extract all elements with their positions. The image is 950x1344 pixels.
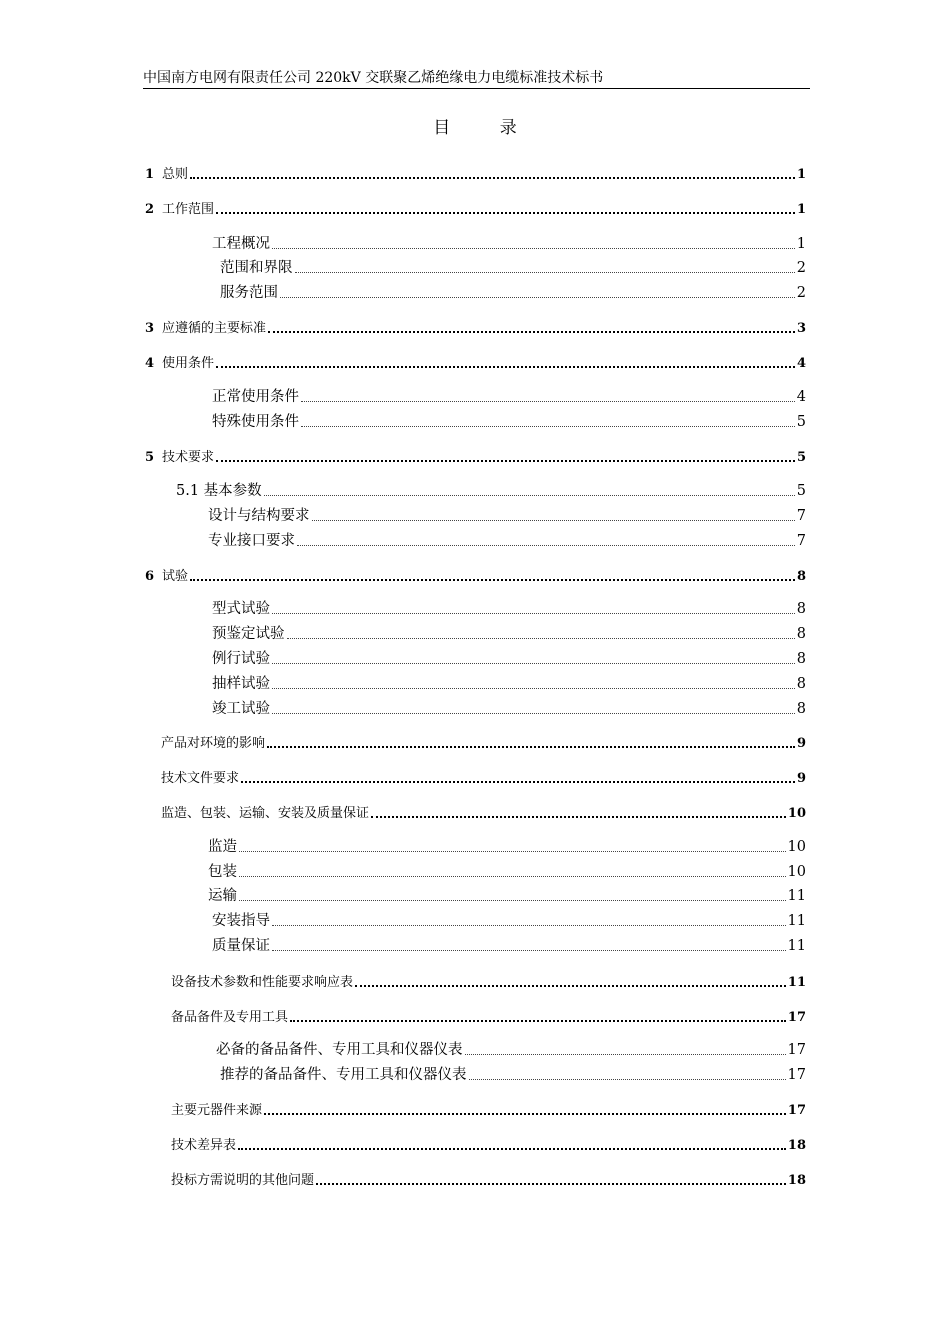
dot-leader (268, 330, 795, 333)
dot-leader (465, 1053, 786, 1055)
toc-subentry[interactable] (212, 623, 806, 645)
toc-entry[interactable] (145, 449, 806, 467)
dot-leader (216, 211, 795, 214)
toc-entry-label: 竣工试验 (212, 701, 270, 717)
toc-page-number: 5 (796, 414, 806, 430)
toc-page-number: 8 (796, 651, 806, 667)
toc-entry[interactable] (171, 974, 806, 992)
toc-entry-label: 总则 (162, 167, 189, 182)
toc-subentry[interactable] (212, 386, 806, 408)
toc-page-number: 1 (796, 202, 806, 217)
dot-leader (216, 365, 795, 368)
toc-page-number: 7 (796, 508, 806, 524)
toc-page-number: 4 (796, 356, 806, 371)
toc-entry-label: 应遵循的主要标准 (162, 321, 267, 336)
dot-leader (297, 544, 795, 546)
toc-page-number: 2 (796, 260, 806, 276)
toc-page-number: 3 (796, 321, 806, 336)
toc-subentry[interactable] (208, 530, 806, 552)
dot-leader (301, 425, 795, 427)
toc-page-number: 17 (787, 1042, 806, 1058)
toc-page-number: 17 (787, 1010, 806, 1025)
dot-leader (301, 400, 795, 402)
toc-page-number: 5 (796, 450, 806, 465)
dot-leader (272, 712, 795, 714)
page-title: 目 录 (433, 118, 539, 138)
toc-subentry[interactable] (208, 861, 806, 883)
toc-subentry[interactable] (212, 673, 806, 695)
toc-page-number: 5 (796, 483, 806, 499)
toc-page-number: 17 (787, 1067, 806, 1083)
toc-page-number: 9 (796, 771, 806, 786)
toc-entry[interactable] (161, 805, 806, 823)
dot-leader (267, 745, 795, 748)
dot-leader (280, 296, 795, 298)
toc-subentry[interactable] (216, 1039, 806, 1061)
toc-subentry[interactable] (176, 480, 806, 502)
toc-entry[interactable] (145, 568, 806, 586)
toc-entry-label: 监造 (208, 839, 237, 855)
dot-leader (238, 1147, 786, 1150)
toc-subentry[interactable] (212, 698, 806, 720)
toc-entry-label: 推荐的备品备件、专用工具和仪器仪表 (220, 1067, 467, 1083)
toc-entry-label: 运输 (208, 888, 237, 904)
toc-subentry[interactable] (208, 505, 806, 527)
toc-page-number: 10 (787, 839, 806, 855)
toc-entry-number: 2 (145, 202, 155, 217)
toc-entry[interactable] (145, 201, 806, 219)
toc-entry[interactable] (161, 770, 806, 788)
toc-entry-label: 投标方需说明的其他问题 (171, 1173, 315, 1188)
toc-page-number: 8 (796, 601, 806, 617)
toc-entry-label: 正常使用条件 (212, 389, 299, 405)
dot-leader (272, 687, 795, 689)
toc-entry-label: 主要元器件来源 (171, 1103, 263, 1118)
toc-subentry[interactable] (208, 885, 806, 907)
dot-leader (272, 949, 786, 951)
toc-entry[interactable] (145, 166, 806, 184)
toc-page-number: 8 (796, 701, 806, 717)
toc-entry-label: 包装 (208, 864, 237, 880)
toc-entry[interactable] (171, 1172, 806, 1190)
dot-leader (264, 1112, 786, 1115)
toc-entry-label: 特殊使用条件 (212, 414, 299, 430)
toc-page-number: 1 (796, 167, 806, 182)
toc-page-number: 1 (796, 236, 806, 252)
toc-page-number: 9 (796, 736, 806, 751)
toc-entry-label: 预鉴定试验 (212, 626, 285, 642)
toc-entry-label: 工作范围 (162, 202, 215, 217)
toc-entry-label: 型式试验 (212, 601, 270, 617)
toc-subentry[interactable] (212, 910, 806, 932)
toc-entry-label: 监造、包装、运输、安装及质量保证 (161, 806, 370, 821)
dot-leader (316, 1182, 786, 1185)
dot-leader (312, 519, 795, 521)
toc-page-number: 11 (787, 975, 806, 990)
toc-entry-number: 4 (145, 356, 155, 371)
toc-entry-label: 专业接口要求 (208, 533, 295, 549)
toc-page-number: 11 (787, 888, 806, 904)
toc-subentry[interactable] (212, 411, 806, 433)
toc-page-number: 17 (787, 1103, 806, 1118)
dot-leader (469, 1078, 786, 1080)
dot-leader (264, 494, 795, 496)
toc-entry-label: 使用条件 (162, 356, 215, 371)
toc-entry-label: 设计与结构要求 (208, 508, 310, 524)
toc-entry-label: 设备技术参数和性能要求响应表 (171, 975, 354, 990)
dot-leader (355, 984, 786, 987)
dot-leader (190, 578, 795, 581)
document-header: 中国南方电网有限责任公司 220kV 交联聚乙烯绝缘电力电缆标准技术标书 (143, 70, 604, 86)
toc-entry-label: 工程概况 (212, 236, 270, 252)
toc-page-number: 11 (787, 913, 806, 929)
toc-entry-number: 5 (145, 450, 155, 465)
dot-leader (216, 459, 795, 462)
toc-subentry[interactable] (220, 1064, 806, 1086)
dot-leader (272, 662, 795, 664)
toc-entry[interactable] (161, 735, 806, 753)
toc-page-number: 10 (787, 806, 806, 821)
toc-subentry[interactable] (220, 282, 806, 304)
toc-page-number: 18 (787, 1173, 806, 1188)
dot-leader (287, 637, 795, 639)
toc-entry[interactable] (171, 1009, 806, 1027)
toc-subentry[interactable] (212, 598, 806, 620)
dot-leader (190, 176, 795, 179)
toc-entry-label: 例行试验 (212, 651, 270, 667)
toc-subentry[interactable] (212, 648, 806, 670)
toc-entry[interactable] (145, 320, 806, 338)
toc-page-number: 8 (796, 626, 806, 642)
toc-page-number: 18 (787, 1138, 806, 1153)
dot-leader (239, 875, 786, 877)
dot-leader (239, 850, 786, 852)
dot-leader (272, 924, 786, 926)
toc-subentry[interactable] (208, 836, 806, 858)
toc-entry-number: 6 (145, 569, 155, 584)
dot-leader (371, 815, 786, 818)
toc-entry[interactable] (171, 1137, 806, 1155)
toc-entry-label: 范围和界限 (220, 260, 293, 276)
dot-leader (290, 1019, 786, 1022)
dot-leader (295, 271, 795, 273)
toc-page-number: 10 (787, 864, 806, 880)
toc-page-number: 2 (796, 285, 806, 301)
toc-entry-label: 服务范围 (220, 285, 278, 301)
toc-entry-label: 5.1 基本参数 (176, 483, 262, 499)
toc-entry-label: 产品对环境的影响 (161, 736, 266, 751)
header-divider (143, 88, 810, 89)
toc-subentry[interactable] (220, 257, 806, 279)
dot-leader (241, 780, 795, 783)
dot-leader (239, 899, 786, 901)
toc-subentry[interactable] (212, 935, 806, 957)
toc-entry[interactable] (171, 1102, 806, 1120)
toc-entry-label: 质量保证 (212, 938, 270, 954)
dot-leader (272, 247, 795, 249)
dot-leader (272, 612, 795, 614)
toc-entry-label: 技术差异表 (171, 1138, 237, 1153)
toc-page-number: 8 (796, 676, 806, 692)
toc-page-number: 7 (796, 533, 806, 549)
toc-page-number: 11 (787, 938, 806, 954)
toc-entry-label: 技术要求 (162, 450, 215, 465)
toc-entry[interactable] (145, 355, 806, 373)
toc-page-number: 4 (796, 389, 806, 405)
toc-entry-label: 技术文件要求 (161, 771, 240, 786)
toc-entry-label: 必备的备品备件、专用工具和仪器仪表 (216, 1042, 463, 1058)
toc-entry-label: 抽样试验 (212, 676, 270, 692)
toc-page-number: 8 (796, 569, 806, 584)
toc-entry-label: 安装指导 (212, 913, 270, 929)
toc-entry-number: 1 (145, 167, 155, 182)
toc-entry-number: 3 (145, 321, 155, 336)
toc-entry-label: 试验 (162, 569, 189, 584)
toc-entry-label: 备品备件及专用工具 (171, 1010, 289, 1025)
toc-subentry[interactable] (212, 233, 806, 255)
